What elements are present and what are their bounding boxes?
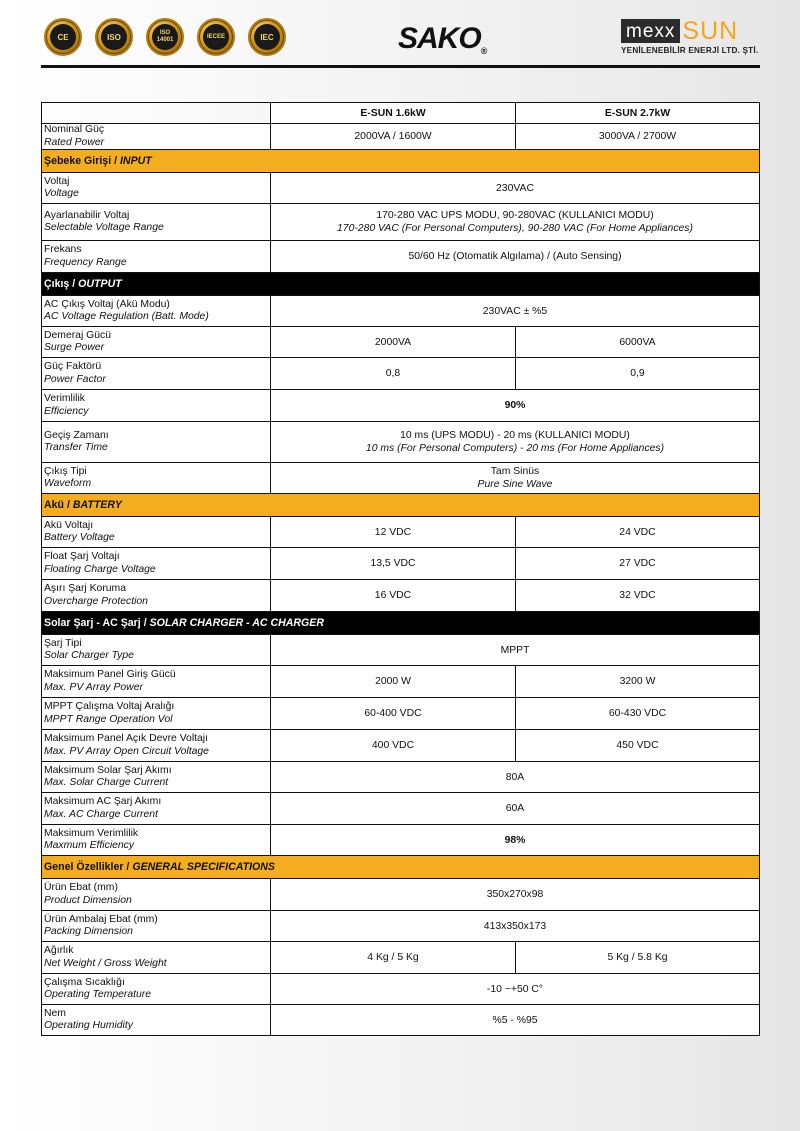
label-tr: Akü Voltajı [44,519,94,531]
label-tr: Ürün Ambalaj Ebat (mm) [44,913,158,925]
section-header [42,150,760,173]
label-en: Operating Humidity [44,1020,133,1031]
spec-value: 60-430 VDC [516,698,760,730]
label-tr: Voltaj [44,175,70,187]
spec-label [42,911,271,942]
label-tr: Maksimum Solar Şarj Akımı [44,764,172,776]
spec-value [271,762,760,793]
spec-label [42,358,271,390]
spec-value: 16 VDC [271,580,516,612]
label-tr: Verimlilik [44,393,85,404]
label-tr: Çalışma Sıcaklığı [44,976,125,988]
value-text: 60A [505,803,525,814]
spec-label [42,548,271,580]
iso-14001-badge-icon: ISO 14001 [146,18,184,56]
header-rule [41,65,760,68]
section-title-en: GENERAL SPECIFICATIONS [132,861,275,873]
spec-row [42,173,760,204]
label-en: Maxmum Efficiency [44,840,135,851]
spec-value [271,173,760,204]
spec-label [42,517,271,548]
section-title-en: OUTPUT [78,278,122,290]
label-tr: Maksimum Panel Giriş Gücü [44,669,176,680]
value-text: 10 ms (UPS MODU) - 20 ms (KULLANICI MODU) [400,430,630,441]
spec-row [42,204,760,241]
spec-value: 13,5 VDC [271,548,516,580]
value-text-en: 170-280 VAC (For Personal Computers), 90-280 VAC (For Home Appliances) [337,223,693,234]
spec-row [42,730,760,762]
spec-value: 32 VDC [516,580,760,612]
label-en: Overcharge Protection [44,595,148,607]
spec-value [271,825,760,856]
value-text-en: Pure Sine Wave [477,479,553,490]
spec-row [42,463,760,494]
label-tr: Ayarlanabilir Voltaj [44,209,130,221]
value-text: Tam Sinüs [490,466,540,477]
spec-label [42,942,271,974]
iso-badge-icon: ISO [95,18,133,56]
value-text: %5 - %95 [492,1014,538,1026]
spec-value: 5 Kg / 5.8 Kg [516,942,760,974]
spec-row [42,390,760,422]
spec-value: 3200 W [516,666,760,698]
spec-row [42,666,760,698]
label-tr: MPPT Çalışma Voltaj Aralığı [44,701,175,712]
iecee-badge-icon: IECEE [197,18,235,56]
label-en: Packing Dimension [44,926,133,937]
label-en: AC Voltage Regulation (Batt. Mode) [44,311,209,322]
value-text: 230VAC ± %5 [482,305,548,317]
label-tr: Ağırlık [44,945,74,956]
value-text: 50/60 Hz (Otomatik Algılama) / (Auto Sensing) [408,251,622,262]
spec-value: 2000VA [271,327,516,358]
label-tr: Maksimum Verimlilik [44,827,139,839]
label-tr: Nominal Güç [44,124,105,135]
spec-value: 6000VA [516,327,760,358]
spec-table [41,102,760,1036]
iec-badge-icon: IEC [248,18,286,56]
label-tr: Çıkış Tipi [44,465,87,477]
label-en: Waveform [44,478,92,489]
spec-label [42,974,271,1005]
section-header [42,273,760,296]
label-en: Floating Charge Voltage [44,563,156,575]
label-tr: AC Çıkış Voltaj (Akü Modu) [44,298,170,310]
spec-value [271,204,760,241]
sako-logo: SAKO® [398,22,487,56]
label-en: Max. PV Array Open Circuit Voltage [44,745,209,757]
spec-row [42,241,760,273]
column-header: E-SUN 1.6kW [271,103,516,124]
label-tr: Güç Faktörü [44,361,102,372]
label-tr: Maksimum AC Şarj Akımı [44,796,162,807]
label-tr: Demeraj Gücü [44,329,111,341]
label-en: Efficiency [44,405,89,417]
spec-value: 0,8 [271,358,516,390]
label-en: Max. AC Charge Current [44,808,158,820]
spec-value: 2000 W [271,666,516,698]
label-en: Voltage [44,188,79,199]
label-en: Operating Temperature [44,989,152,1000]
value-text: 98% [504,834,526,846]
label-en: Rated Power [44,136,105,148]
spec-label [42,390,271,422]
value-text: 90% [504,400,526,411]
spec-row [42,124,760,150]
label-tr: Geçiş Zamanı [44,429,109,441]
spec-value: 24 VDC [516,517,760,548]
spec-label [42,241,271,273]
spec-label [42,762,271,793]
value-text: MPPT [500,644,530,656]
spec-row [42,517,760,548]
spec-label [42,327,271,358]
value-text: 230VAC [496,182,534,194]
spec-value: 450 VDC [516,730,760,762]
spec-value [271,241,760,273]
spec-row [42,879,760,911]
section-title-tr: Genel Özellikler / [44,861,133,873]
value-text: 170-280 VAC UPS MODU, 90-280VAC (KULLANICI MODU) [376,210,654,221]
spec-label [42,173,271,204]
spec-row [42,548,760,580]
spec-value [271,879,760,911]
spec-value: 400 VDC [271,730,516,762]
spec-value [271,463,760,494]
spec-row [42,296,760,327]
label-en: Frequency Range [44,256,127,268]
label-en: Power Factor [44,373,106,385]
spec-label [42,825,271,856]
section-title-tr: Akü / [44,499,73,511]
spec-row [42,698,760,730]
mexxsun-logo [621,19,761,55]
section-title-en: SOLAR CHARGER - AC CHARGER [149,617,324,629]
value-text: 350x270x98 [486,889,544,900]
spec-row [42,825,760,856]
page-header [0,0,800,72]
spec-row [42,1005,760,1036]
certification-badges [44,18,286,56]
spec-value: 4 Kg / 5 Kg [271,942,516,974]
spec-row [42,762,760,793]
value-text: -10 ~+50 C° [486,983,544,995]
label-tr: Aşırı Şarj Koruma [44,583,126,594]
label-tr: Frekans [44,244,82,255]
spec-row [42,793,760,825]
spec-value [271,793,760,825]
spec-label [42,635,271,666]
ce-badge-icon: CE [44,18,82,56]
spec-row [42,635,760,666]
spec-value: 60-400 VDC [271,698,516,730]
spec-value [271,635,760,666]
spec-label [42,730,271,762]
label-en: Product Dimension [44,894,132,906]
section-title-tr: Şebeke Girişi / [44,155,120,167]
label-tr: Float Şarj Voltajı [44,551,120,562]
section-title-en: INPUT [119,155,152,167]
spec-label [42,879,271,911]
spec-value [271,296,760,327]
column-header-row [42,103,760,124]
spec-label [42,793,271,825]
value-text-en: 10 ms (For Personal Computers) - 20 ms (For Home Appliances) [365,443,665,454]
spec-value: 0,9 [516,358,760,390]
section-title-en: BATTERY [72,499,122,511]
spec-value: 2000VA / 1600W [271,124,516,150]
label-en: Selectable Voltage Range [44,222,164,233]
partner-subtitle: YENİLENEBİLİR ENERJİ LTD. ŞTİ. [621,46,759,55]
spec-row [42,911,760,942]
spec-row [42,974,760,1005]
spec-value [271,1005,760,1036]
spec-label [42,124,271,150]
spec-label [42,666,271,698]
spec-row [42,580,760,612]
section-header [42,612,760,635]
label-en: Net Weight / Gross Weight [44,957,167,969]
spec-label [42,204,271,241]
spec-value [271,974,760,1005]
spec-value [271,390,760,422]
section-header [42,494,760,517]
spec-label [42,698,271,730]
spec-row [42,422,760,463]
spec-value [271,422,760,463]
label-en: Surge Power [44,342,105,353]
spec-value: 27 VDC [516,548,760,580]
label-tr: Nem [44,1007,66,1019]
spec-value: 12 VDC [271,517,516,548]
spec-row [42,327,760,358]
spec-label [42,463,271,494]
spec-row [42,358,760,390]
spec-label [42,296,271,327]
label-tr: Şarj Tipi [44,637,82,649]
label-en: Max. PV Array Power [44,681,143,693]
spec-label [42,1005,271,1036]
label-en: Transfer Time [44,442,108,453]
spec-value: 3000VA / 2700W [516,124,760,150]
spec-value [271,911,760,942]
spec-label [42,580,271,612]
label-en: Battery Voltage [44,532,115,543]
value-text: 413x350x173 [483,920,547,932]
spec-label [42,422,271,463]
section-title-tr: Solar Şarj - AC Şarj / [44,617,150,629]
mexx-wordmark: mexx [621,19,680,43]
label-tr: Maksimum Panel Açık Devre Voltajı [44,733,209,744]
label-tr: Ürün Ebat (mm) [44,882,118,893]
label-en: Max. Solar Charge Current [44,777,169,788]
label-en: Solar Charger Type [44,650,134,661]
column-header: E-SUN 2.7kW [516,103,760,124]
spec-row [42,942,760,974]
section-header [42,856,760,879]
value-text: 80A [505,771,525,783]
sun-wordmark: SUN [682,17,739,45]
section-title-tr: Çıkış / [44,278,79,290]
label-en: MPPT Range Operation Vol [44,713,173,725]
